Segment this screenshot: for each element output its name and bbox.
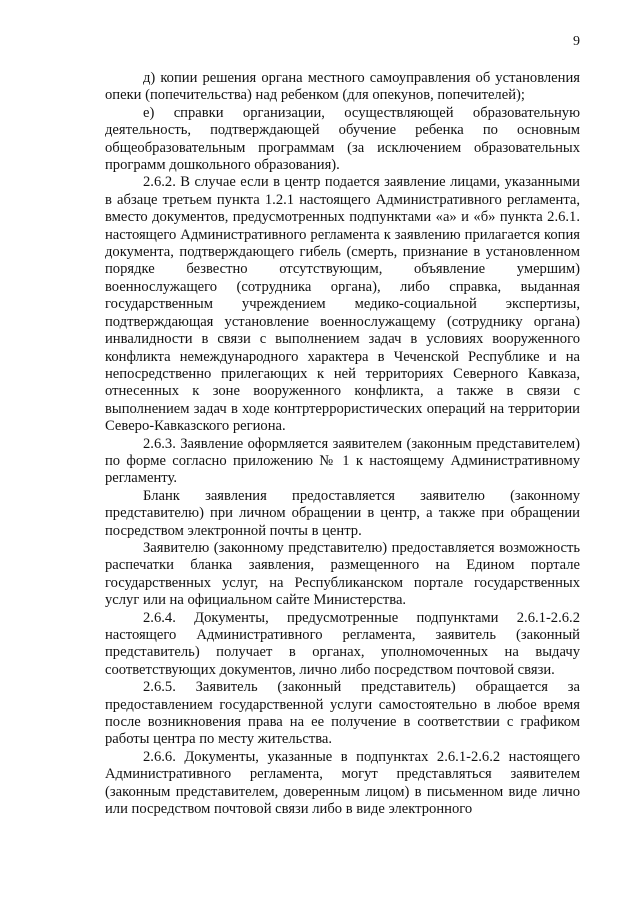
paragraph-2-6-5: 2.6.5. Заявитель (законный представитель) обращается за предоставлением государственной услуги самостоятельно в любое время после возникновения права на ее получение в соответствии с графиком работы центра по месту жительства. — [105, 679, 580, 748]
document-body — [105, 70, 580, 818]
paragraph-2-6-3: 2.6.3. Заявление оформляется заявителем (законным представителем) по форме согласно приложению № 1 к настоящему Административному регламенту. — [105, 435, 580, 487]
paragraph-item-d: д) копии решения органа местного самоуправления об установления опеки (попечительства) над ребенком (для опекунов, попечителей); — [105, 70, 580, 104]
paragraph-item-e: е) справки организации, осуществляющей образовательную деятельность, подтверждающей обучение ребенка по основным общеобразовательным программам (за исключением образовательных программ дошкольного образования). — [105, 104, 580, 174]
paragraph-blank-form: Бланк заявления предоставляется заявителю (законному представителю) при личном обращении в центр, а также при обращении посредством электронной почты в центр. — [105, 487, 580, 539]
paragraph-2-6-4: 2.6.4. Документы, предусмотренные подпунктами 2.6.1-2.6.2 настоящего Административного регламента, заявитель (законный представитель) получает в органах, уполномоченных на выдачу соответствующих документов, лично либо посредством почтовой связи. — [105, 609, 580, 678]
paragraph-2-6-2: 2.6.2. В случае если в центр подается заявление лицами, указанными в абзаце третьем пункта 1.2.1 настоящего Административного регламента, вместо документов, предусмотренных подпунктами «а» и «б» пункта 2.6.1. настоящего Административного регламента к заявлению прилагается копия документа, подтверждающего гибель (смерть, признание в установленном порядке безвестно отсутствующим, объявление умершим) военнослужащего (сотрудника органа), либо справка, выданная государственным учреждением медико-социальной экспертизы, подтверждающая установление военнослужащему (сотруднику органа) инвалидности в связи с выполнением задач в условиях вооруженного конфликта немеждународного характера в Чеченской Республике и на непосредственно прилегающих к ней территориях Северного Кавказа, отнесенных к зоне вооруженного конфликта, а также в связи с выполнением задач в ходе контртеррористических операций на территории Северо-Кавказского региона. — [105, 174, 580, 435]
paragraph-2-6-6: 2.6.6. Документы, указанные в подпунктах 2.6.1-2.6.2 настоящего Административного регламента, могут представляться заявителем (законным представителем, доверенным лицом) в письменном виде лично или посредством почтовой связи либо в виде электронного — [105, 748, 580, 818]
paragraph-print-form: Заявителю (законному представителю) предоставляется возможность распечатки бланка заявления, размещенного на Едином портале государственных услуг, на Республиканском портале государственных услуг или на официальном сайте Министерства. — [105, 539, 580, 609]
page-number: 9 — [573, 34, 580, 49]
